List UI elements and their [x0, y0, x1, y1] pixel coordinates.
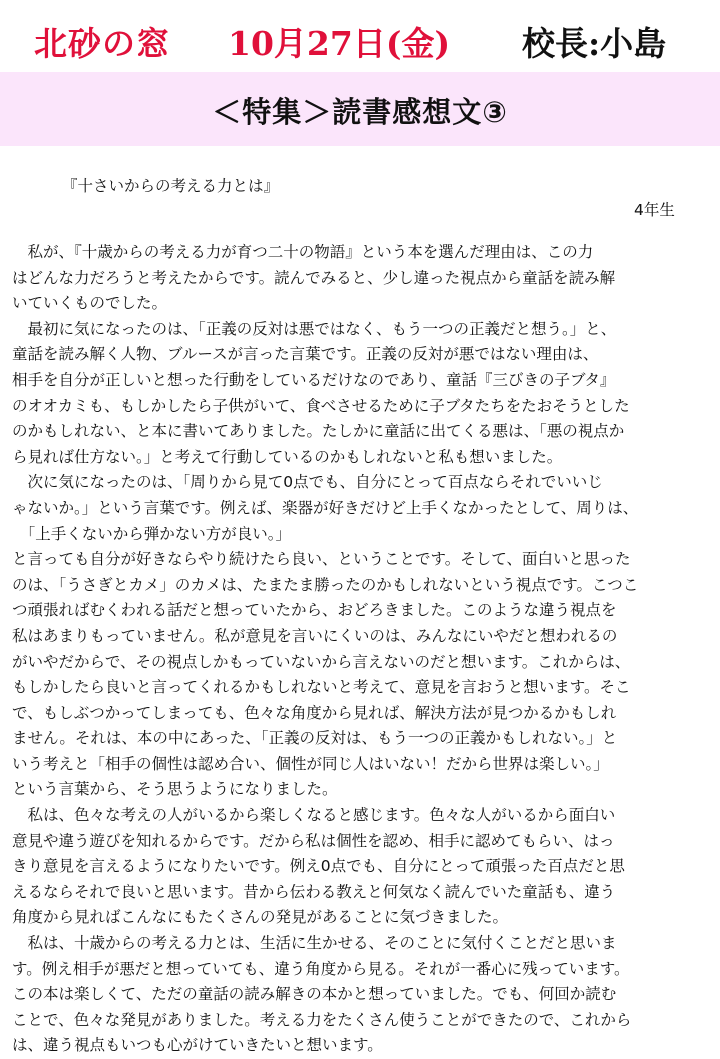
essay-line: 角度から見ればこんなにもたくさんの発見があることに気づきました。: [12, 908, 509, 927]
essay-line: きり意見を言えるようになりたいです。例え0点でも、自分にとって頑張った百点だと思: [12, 857, 625, 876]
newsletter-header: [0, 0, 720, 72]
essay-line: のかもしれない、と本に書いてありました。たしかに童話に出てくる悪は、「悪の視点か: [12, 422, 625, 441]
essay-line: がいやだからで、その視点しかもっていないから言えないのだと想います。これからは、: [12, 652, 631, 671]
essay-line: 意見や違う遊びを知れるからです。だから私は個性を認め、相手に認めてもらい、はっ: [12, 831, 615, 850]
essay-line: いていくものでした。: [12, 294, 168, 313]
essay-line: えるならそれで良いと思います。昔から伝わる教えと何気なく読んでいた童話も、違う: [12, 882, 616, 901]
essay-line: いう考えと「相手の個性は認め合い、個性が同じ人はいない！だから世界は楽しい。」: [12, 754, 609, 773]
essay-line: はどんな力だろうと考えたからです。読んでみると、少し違った視点から童話を読み解: [12, 268, 616, 287]
feature-banner: [0, 72, 720, 146]
essay-line: 最初に気になったのは、「正義の反対は悪ではなく、もう一つの正義だと想う。」と、: [12, 319, 617, 338]
essay-line: 私はあまりもっていません。私が意見を言いにくいのは、みんなにいやだと想われるの: [12, 626, 618, 645]
essay-line: この本は楽しくて、ただの童話の読み解きの本かと想っていました。でも、何回か読む: [12, 985, 617, 1004]
essay-line: ら見れば仕方ない。」と考えて行動しているのかもしれないと私も想いました。: [12, 447, 563, 466]
essay-line: 相手を自分が正しいと想った行動をしているだけなのであり、童話『三びきの子ブタ』: [12, 370, 616, 389]
essay-line: は、違う視点もいつも心がけていきたいと想います。: [12, 1036, 383, 1055]
issue-date: 10月27日(金): [228, 24, 451, 63]
essay-line: ゃないか。」という言葉です。例えば、楽器が好きだけど上手くなかったとして、周りは、: [12, 498, 639, 517]
essay-line: す。例え相手が悪だと想っていても、違う角度から見る。それが一番心に残っています。: [12, 959, 630, 978]
essay-line: のオオカミも、もしかしたら子供がいて、食べさせるために子ブタたちをたおそうとした: [12, 396, 630, 415]
essay-line: 童話を読み解く人物、ブルースが言った言葉です。正義の反対が悪ではない理由は、: [12, 345, 599, 364]
essay-line: ません。それは、本の中にあった、「正義の反対は、もう一つの正義かもしれない。」と: [12, 729, 618, 748]
essay-body: [12, 240, 712, 1059]
essay-line: ことで、色々な発見がありました。考える力をたくさん使うことができたので、これから: [12, 1010, 632, 1029]
essay-line: 私は、十歳からの考える力とは、生活に生かせる、そのことに気付くことだと思いま: [12, 934, 617, 953]
essay-line: 私は、色々な考えの人がいるから楽しくなると感じます。色々な人がいるから面白い: [12, 806, 616, 825]
principal-name: 校長:小島: [522, 24, 667, 63]
essay-line: のは、「うさぎとカメ」のカメは、たまたま勝ったのかもしれないという視点です。こつこ: [12, 575, 639, 594]
essay-line: 「上手くないから弾かない方が良い。」: [12, 524, 292, 543]
essay-line: 次に気になったのは、「周りから見て0点でも、自分にとって百点ならそれでいいじ: [12, 473, 603, 492]
newsletter-title: 北砂の窓: [34, 24, 170, 63]
essay-title: 『十さいからの考える力とは』: [62, 177, 280, 195]
feature-title: ＜特集＞読書感想文③: [212, 95, 508, 129]
essay-line: という言葉から、そう思うようになりました。: [12, 780, 338, 799]
essay-grade: 4年生: [634, 201, 675, 219]
essay-line: で、もしぶつかってしまっても、色々な角度から見れば、解決方法が見つかるかもしれ: [12, 703, 617, 722]
essay-line: つ頑張ればむくわれる話だと想っていたから、おどろきました。このような違う視点を: [12, 601, 617, 620]
essay-line: と言っても自分が好きならやり続けたら良い、ということです。そして、面白いと思った: [12, 550, 631, 569]
essay-line: もしかしたら良いと言ってくれるかもしれないと考えて、意見を言おうと想います。そこ: [12, 678, 631, 697]
essay-line: 私が、『十歳からの考える力が育つ二十の物語』という本を選んだ理由は、この力: [12, 243, 594, 261]
